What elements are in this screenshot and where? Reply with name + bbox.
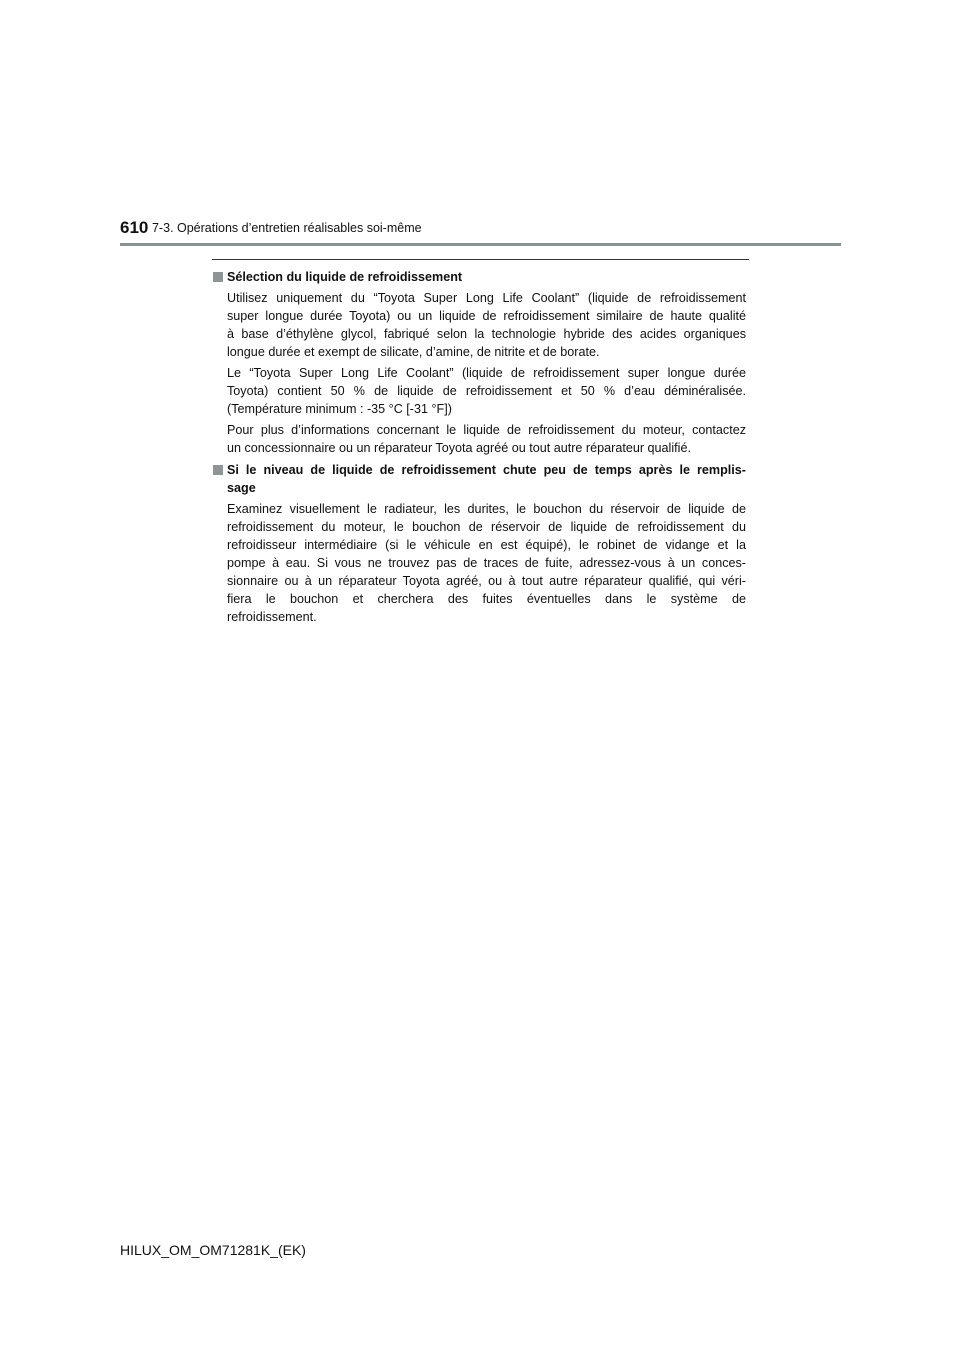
text-line: Examinez visuellement le radiateur, les durites, le bouchon du réservoir de liquide de bbox=[227, 502, 746, 516]
text-line: Toyota) contient 50 % de liquide de refroidissement et 50 % d’eau déminéralisée. bbox=[227, 384, 746, 398]
text-line: super longue durée Toyota) ou un liquide de refroidissement similaire de haute qualité bbox=[227, 309, 746, 323]
text-line: refroidissement. bbox=[227, 610, 317, 624]
section-heading bbox=[212, 268, 746, 286]
text-line: refroidissement du moteur, le bouchon de réservoir de liquide de refroidissement du bbox=[227, 520, 746, 534]
text-line: fiera le bouchon et cherchera des fuites éventuelles dans le système de bbox=[227, 592, 746, 606]
heading-line: sage bbox=[227, 481, 256, 495]
section-heading bbox=[212, 461, 746, 497]
header-rule bbox=[120, 243, 841, 246]
text-line: un concessionnaire ou un réparateur Toyota agréé ou tout autre réparateur qualifié. bbox=[227, 441, 691, 455]
section-title: 7-3. Opérations d’entretien réalisables soi-même bbox=[152, 221, 422, 235]
text-line: Pour plus d’informations concernant le liquide de refroidissement du moteur, contactez bbox=[227, 423, 746, 437]
document-code: HILUX_OM_OM71281K_(EK) bbox=[120, 1242, 306, 1258]
text-line: (Température minimum : -35 °C [-31 °F]) bbox=[227, 402, 452, 416]
text-line: sionnaire ou à un réparateur Toyota agréé, ou à tout autre réparateur qualifié, qui véri- bbox=[227, 574, 746, 588]
heading-line: Si le niveau de liquide de refroidissement chute peu de temps après le remplis- bbox=[227, 463, 746, 477]
content-rule bbox=[212, 259, 749, 260]
text-line: longue durée et exempt de silicate, d’amine, de nitrite et de borate. bbox=[227, 345, 600, 359]
paragraph bbox=[212, 364, 746, 418]
text-line: Utilisez uniquement du “Toyota Super Long Life Coolant” (liquide de refroidissement bbox=[227, 291, 746, 305]
square-bullet-icon bbox=[213, 465, 223, 475]
paragraph bbox=[212, 500, 746, 626]
paragraph bbox=[212, 421, 746, 457]
section-coolant-selection bbox=[212, 268, 746, 457]
text-line: refroidisseur intermédiaire (si le véhicule en est équipé), le robinet de vidange et la bbox=[227, 538, 746, 552]
text-line: Le “Toyota Super Long Life Coolant” (liquide de refroidissement super longue durée bbox=[227, 366, 746, 380]
section-coolant-level-drop bbox=[212, 461, 746, 626]
text-line: pompe à eau. Si vous ne trouvez pas de traces de fuite, adressez-vous à un conces- bbox=[227, 556, 746, 570]
paragraph bbox=[212, 289, 746, 361]
text-line: à base d’éthylène glycol, fabriqué selon la technologie hybride des acides organiques bbox=[227, 327, 746, 341]
heading-line: Sélection du liquide de refroidissement bbox=[227, 270, 463, 284]
page-number: 610 bbox=[120, 218, 149, 237]
square-bullet-icon bbox=[213, 272, 223, 282]
